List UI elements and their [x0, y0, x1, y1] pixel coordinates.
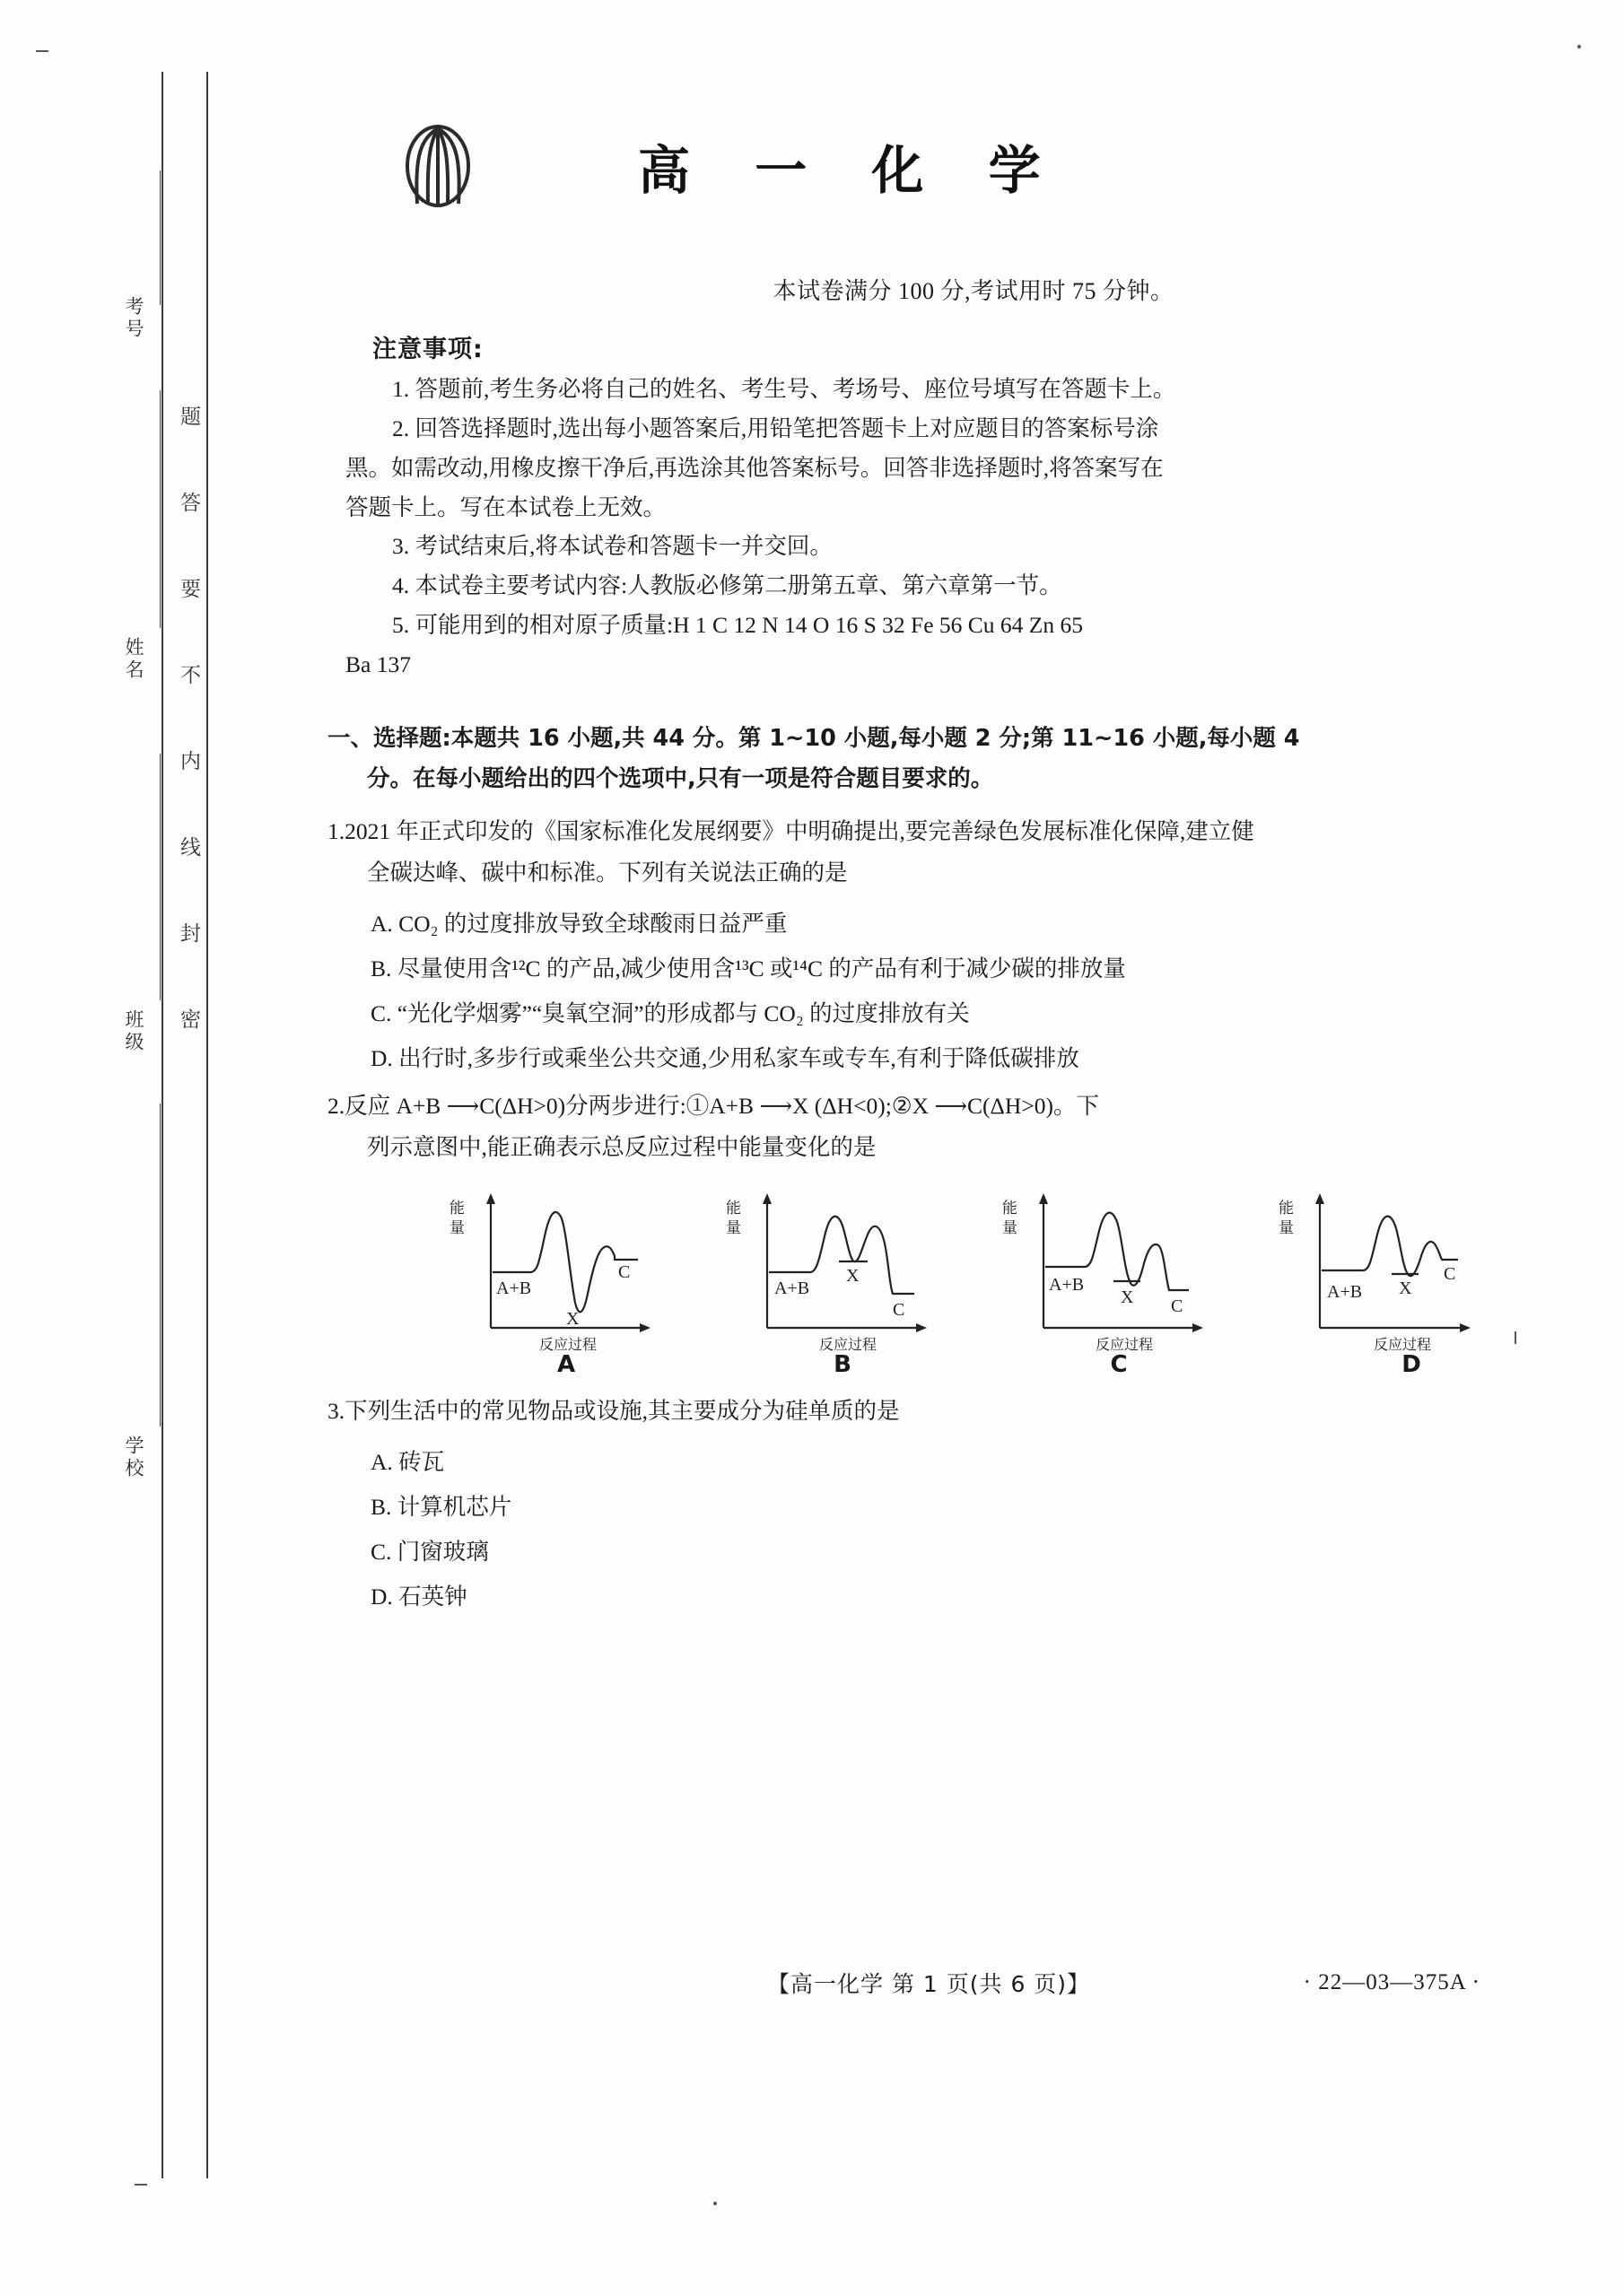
seal-char-6: 封	[177, 922, 200, 945]
energy-diagram-b-letter: B	[834, 1350, 851, 1378]
class-rule[interactable]	[160, 754, 161, 1000]
question-2-stem-line2: 列示意图中,能正确表示总反应过程中能量变化的是	[367, 1133, 877, 1160]
question-3	[327, 1391, 1539, 1432]
energy-diagram-d	[1273, 1184, 1517, 1378]
energy-diagram-b-label-ab: A+B	[774, 1278, 810, 1298]
exam-number-rule[interactable]	[160, 170, 161, 305]
energy-diagram-a-xlabel: 反应过程	[539, 1335, 598, 1353]
energy-diagram-d-label-x: X	[1399, 1278, 1412, 1298]
question-1-option-b[interactable]: B. 尽量使用含¹²C 的产品,减少使用含¹³C 或¹⁴C 的产品有利于减少碳的排放量	[371, 955, 1126, 982]
question-3-stem-line1: 下列生活中的常见物品或设施,其主要成分为硅单质的是	[345, 1397, 900, 1424]
notice-item-5-cont: Ba 137	[345, 651, 411, 678]
question-2-stem-line1: 反应 A+B ⟶C(ΔH>0)分两步进行:①A+B ⟶X (ΔH<0);②X ⟶C(ΔH>0)。下	[345, 1092, 1099, 1119]
notice-item-2-cont-a: 黑。如需改动,用橡皮擦干净后,再选涂其他答案标号。回答非选择题时,将答案写在	[345, 454, 1164, 481]
energy-diagram-d-letter: D	[1401, 1350, 1421, 1378]
section-heading-line1: 一、选择题:本题共 16 小题,共 44 分。第 1~10 小题,每小题 2 分;第 11~16 小题,每小题 4	[327, 724, 1300, 752]
energy-diagram-b-label-x: X	[846, 1265, 860, 1286]
energy-diagram-d-label-c: C	[1444, 1263, 1456, 1284]
seal-char-4: 内	[177, 750, 200, 772]
seal-char-7: 密	[177, 1008, 200, 1031]
question-1-option-a[interactable]: A. CO₂ 的过度排放导致全球酸雨日益严重	[371, 910, 788, 937]
registration-mark-top-right	[1577, 45, 1581, 48]
seal-line-inner	[206, 72, 208, 2178]
energy-diagram-c-letter: C	[1110, 1350, 1128, 1378]
energy-diagram-a-plot	[444, 1184, 677, 1355]
sidebar-field-label-class: 班级	[123, 1009, 144, 1054]
notice-item-5: 5. 可能用到的相对原子质量:H 1 C 12 N 14 O 16 S 32 Fe 56 Cu 64 Zn 65	[392, 612, 1083, 639]
energy-diagram-b	[720, 1184, 965, 1378]
question-2-number: 2.	[327, 1092, 345, 1119]
energy-diagram-c-xlabel: 反应过程	[1096, 1335, 1154, 1353]
energy-diagram-a-ylabel-1: 能	[450, 1199, 465, 1217]
seal-char-0: 题	[177, 406, 200, 428]
name-rule[interactable]	[160, 390, 161, 628]
energy-diagram-a-label-ab: A+B	[496, 1278, 532, 1298]
energy-diagram-b-plot	[720, 1184, 954, 1355]
energy-diagram-b-ylabel-1: 能	[726, 1199, 741, 1217]
question-3-option-b[interactable]: B. 计算机芯片	[371, 1493, 512, 1520]
energy-diagram-b-ylabel-2: 量	[726, 1218, 741, 1237]
notice-item-4: 4. 本试卷主要考试内容:人教版必修第二册第五章、第六章第一节。	[392, 572, 1062, 599]
sidebar-field-label-name: 姓名	[123, 637, 144, 682]
question-1-option-d[interactable]: D. 出行时,多步行或乘坐公共交通,少用私家车或专车,有利于降低碳排放	[371, 1044, 1079, 1071]
paper-code: · 22—03—375A ·	[1303, 1970, 1480, 1994]
question-3-option-c[interactable]: C. 门窗玻璃	[371, 1538, 489, 1565]
school-emblem-icon	[399, 123, 476, 209]
notice-item-2-cont-b: 答题卡上。写在本试卷上无效。	[345, 493, 667, 520]
page-footer	[327, 1967, 1543, 1999]
question-3-option-d[interactable]: D. 石英钟	[371, 1583, 467, 1610]
energy-diagram-b-label-c: C	[893, 1299, 905, 1320]
energy-diagram-d-ylabel-2: 量	[1279, 1218, 1294, 1237]
registration-mark-bottom-left	[135, 2184, 147, 2186]
school-rule[interactable]	[160, 1104, 161, 1427]
energy-diagram-a-label-x: X	[566, 1308, 580, 1329]
seal-char-3: 不	[177, 664, 200, 686]
notice-heading: 注意事项:	[372, 336, 484, 363]
section-heading-line2: 分。在每小题给出的四个选项中,只有一项是符合题目要求的。	[367, 764, 994, 792]
registration-mark-top-left	[36, 50, 48, 52]
energy-diagram-b-xlabel: 反应过程	[819, 1335, 877, 1353]
notice-item-3: 3. 考试结束后,将本试卷和答题卡一并交回。	[392, 533, 833, 560]
energy-diagram-a-letter: A	[556, 1350, 576, 1378]
page-title: 高 一 化 学	[638, 140, 1064, 201]
page-header	[327, 99, 1539, 233]
energy-diagram-d-label-ab: A+B	[1327, 1281, 1363, 1302]
question-1	[327, 811, 1539, 894]
energy-diagram-c-plot	[997, 1184, 1230, 1355]
energy-diagram-c-ylabel-1: 能	[1002, 1199, 1017, 1217]
question-1-option-c[interactable]: C. “光化学烟雾”“臭氧空洞”的形成都与 CO₂ 的过度排放有关	[371, 999, 970, 1026]
energy-diagram-c-label-c: C	[1171, 1296, 1183, 1316]
section-heading-choice	[327, 719, 1539, 798]
question-1-stem-line1: 2021 年正式印发的《国家标准化发展纲要》中明确提出,要完善绿色发展标准化保障,建立健	[345, 818, 1254, 845]
notice-item-2: 2. 回答选择题时,选出每小题答案后,用铅笔把答题卡上对应题目的答案标号涂	[392, 414, 1159, 441]
seal-char-2: 要	[177, 578, 200, 600]
question-1-number: 1.	[327, 818, 345, 845]
seal-line-outer	[162, 72, 163, 2178]
question-2	[327, 1086, 1539, 1168]
energy-diagram-d-xlabel: 反应过程	[1374, 1335, 1432, 1353]
question-3-number: 3.	[327, 1397, 345, 1424]
energy-diagram-c-ylabel-2: 量	[1002, 1218, 1017, 1237]
energy-diagram-group	[444, 1184, 1539, 1378]
energy-diagram-a	[444, 1184, 688, 1378]
energy-diagram-d-plot	[1273, 1184, 1506, 1355]
score-duration-line: 本试卷满分 100 分,考试用时 75 分钟。	[773, 278, 1174, 304]
exam-content	[327, 99, 1539, 1611]
question-1-stem-line2: 全碳达峰、碳中和标准。下列有关说法正确的是	[367, 860, 848, 886]
seal-char-1: 答	[177, 492, 200, 514]
energy-diagram-a-ylabel-2: 量	[450, 1218, 465, 1237]
energy-diagram-c-label-ab: A+B	[1049, 1274, 1085, 1295]
notice-list	[345, 370, 1539, 685]
seal-char-5: 线	[177, 836, 200, 859]
seal-strip	[123, 72, 298, 2178]
question-3-option-a[interactable]: A. 砖瓦	[371, 1448, 445, 1475]
energy-diagram-c-label-x: X	[1121, 1287, 1134, 1307]
registration-mark-bottom-center	[713, 2202, 717, 2205]
page-number-mark: 【高一化学 第 1 页(共 6 页)】	[767, 1971, 1091, 1997]
sidebar-field-label-exam-number: 考号	[123, 296, 144, 341]
sidebar-field-label-school: 学校	[123, 1435, 144, 1480]
energy-diagram-a-label-c: C	[618, 1261, 631, 1282]
energy-diagram-d-ylabel-1: 能	[1279, 1199, 1294, 1217]
energy-diagram-c	[997, 1184, 1241, 1378]
notice-item-1: 1. 答题前,考生务必将自己的姓名、考生号、考场号、座位号填写在答题卡上。	[392, 376, 1176, 402]
